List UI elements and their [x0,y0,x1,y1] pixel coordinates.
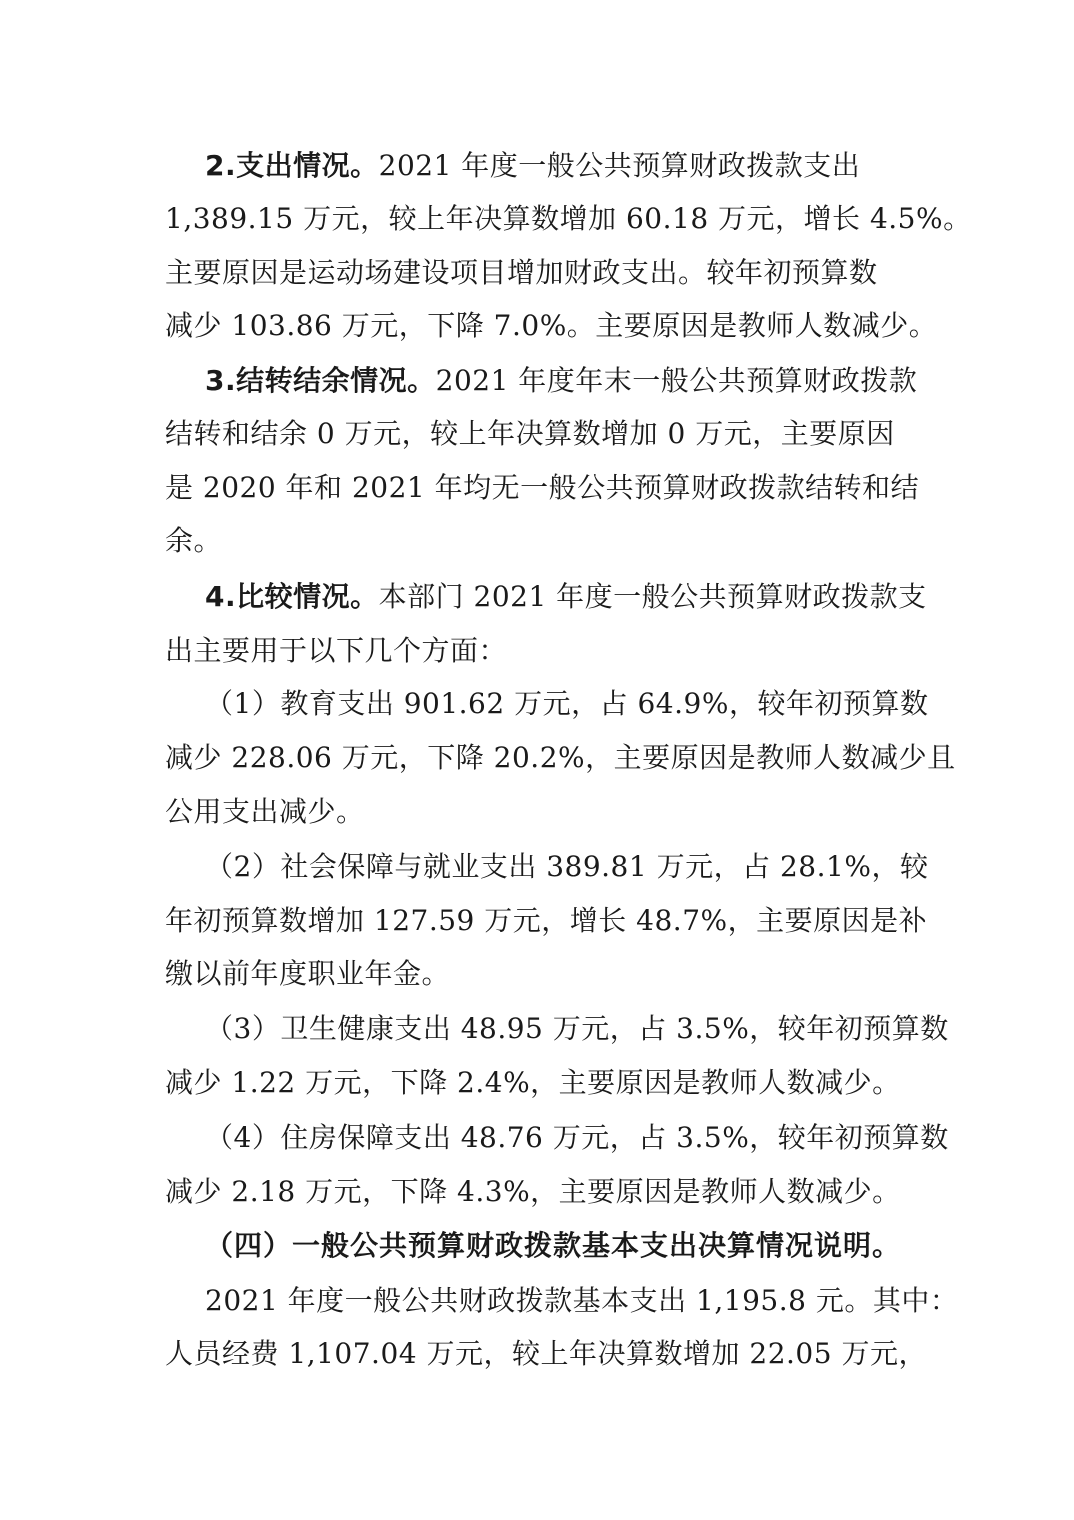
carryover-lead: 3.结转结余情况。 [205,364,436,397]
section-heading-basic-expenditure: （四）一般公共预算财政拨款基本支出决算情况说明。 [205,1229,902,1262]
item-4-line-1: （4）住房保障支出 48.76 万元，占 3.5%，较年初预算数 [205,1121,949,1154]
comparison-paragraph-line-1 [205,570,925,624]
carryover-paragraph-line-2: 结转和结余 0 万元，较上年决算数增加 0 万元，主要原因 [165,417,895,450]
expenditure-paragraph-line-3: 主要原因是运动场建设项目增加财政支出。较年初预算数 [165,256,878,289]
item-1-line-1: （1）教育支出 901.62 万元，占 64.9%，较年初预算数 [205,687,929,720]
expenditure-text: 2021 年度一般公共预算财政拨款支出 [378,149,861,182]
item-4-line-2: 减少 2.18 万元，下降 4.3%，主要原因是教师人数减少。 [165,1175,901,1208]
carryover-paragraph-line-1 [205,354,925,408]
item-3-line-2: 减少 1.22 万元，下降 2.4%，主要原因是教师人数减少。 [165,1066,901,1099]
item-1-line-3: 公用支出减少。 [165,795,365,828]
expenditure-lead: 2.支出情况。 [205,149,379,182]
item-2-line-2: 年初预算数增加 127.59 万元，增长 48.7%，主要原因是补 [165,904,928,937]
item-3-line-1: （3）卫生健康支出 48.95 万元，占 3.5%，较年初预算数 [205,1012,949,1045]
item-2-line-1: （2）社会保障与就业支出 389.81 万元，占 28.1%，较 [205,850,929,883]
comparison-text: 本部门 2021 年度一般公共预算财政拨款支 [378,580,927,613]
basic-expenditure-line-1: 2021 年度一般公共财政拨款基本支出 1,195.8 元。其中： [205,1284,959,1317]
carryover-text: 2021 年度年末一般公共预算财政拨款 [435,364,918,397]
basic-expenditure-line-2: 人员经费 1,107.04 万元，较上年决算数增加 22.05 万元， [165,1337,927,1370]
comparison-lead: 4.比较情况。 [205,580,379,613]
expenditure-paragraph-line-1 [205,139,925,193]
expenditure-paragraph-line-4: 减少 103.86 万元，下降 7.0%。主要原因是教师人数减少。 [165,309,938,342]
carryover-paragraph-line-3: 是 2020 年和 2021 年均无一般公共预算财政拨款结转和结 [165,471,920,504]
item-1-line-2: 减少 228.06 万元，下降 20.2%，主要原因是教师人数减少且 [165,741,956,774]
expenditure-paragraph-line-2: 1,389.15 万元，较上年决算数增加 60.18 万元，增长 4.5%。 [165,202,972,235]
comparison-paragraph-line-2: 出主要用于以下几个方面： [165,634,508,667]
carryover-paragraph-line-4: 余。 [165,524,223,557]
item-2-line-3: 缴以前年度职业年金。 [165,957,451,990]
